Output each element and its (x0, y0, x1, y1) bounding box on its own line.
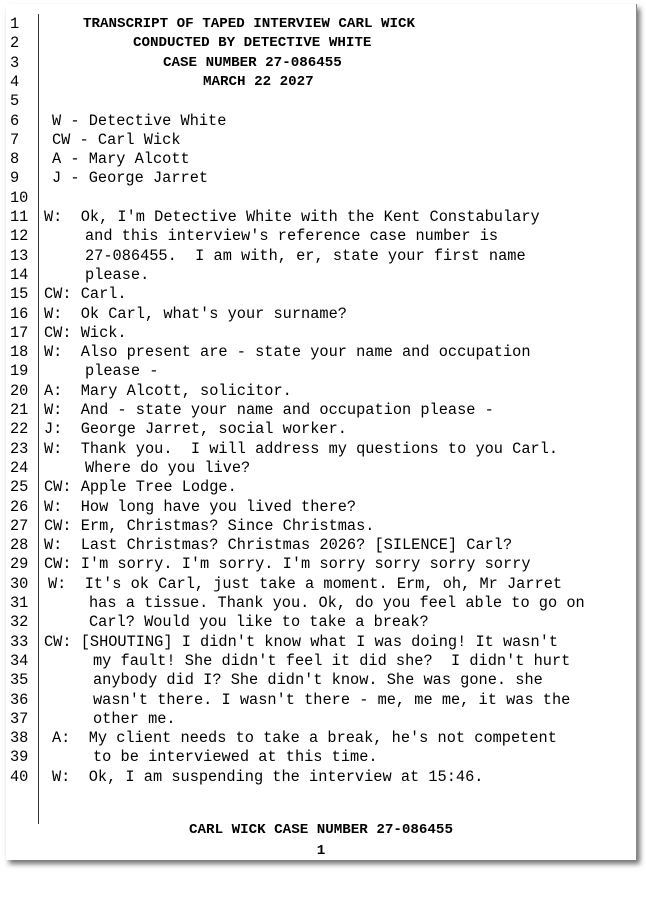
line-number: 19 (10, 362, 29, 381)
transcript-line (6, 440, 636, 459)
line-text: wasn't there. I wasn't there - me, me me, it was the (93, 690, 571, 709)
transcript-line (6, 266, 636, 285)
transcript-line (6, 729, 636, 748)
transcript-line (6, 710, 636, 729)
transcript-line (6, 34, 636, 53)
line-text: please - (85, 362, 159, 381)
line-text: W - Detective White (52, 111, 227, 130)
transcript-line (6, 498, 636, 517)
transcript-line (6, 131, 636, 150)
line-number: 16 (10, 304, 29, 323)
transcript-line (6, 305, 636, 324)
header-text: MARCH 22 2027 (203, 73, 314, 90)
transcript-line (6, 189, 636, 208)
line-number: 34 (10, 651, 29, 670)
transcript-line (6, 517, 636, 536)
transcript-line (6, 362, 636, 381)
header-text: CASE NUMBER 27-086455 (163, 54, 342, 71)
transcript-line (6, 633, 636, 652)
line-number: 15 (10, 285, 29, 304)
line-text: CW: Erm, Christmas? Since Christmas. (44, 516, 375, 535)
line-number: 36 (10, 690, 29, 709)
line-number: 14 (10, 265, 29, 284)
transcript-line (6, 575, 636, 594)
transcript-line (6, 169, 636, 188)
transcript-line (6, 420, 636, 439)
line-text: has a tissue. Thank you. Ok, do you feel able to go on (89, 594, 585, 612)
line-text: other me. (93, 709, 176, 728)
line-number: 5 (10, 92, 20, 111)
header-text: TRANSCRIPT OF TAPED INTERVIEW CARL WICK (83, 16, 416, 32)
line-text: W: Also present are - state your name and occupation (44, 343, 531, 362)
line-number: 17 (10, 323, 29, 342)
line-number: 30 (10, 574, 29, 593)
line-text: CW: Apple Tree Lodge. (44, 478, 237, 497)
transcript-line (6, 382, 636, 401)
line-number: 6 (10, 111, 20, 130)
line-text: A: Mary Alcott, solicitor. (44, 381, 292, 400)
line-number: 35 (10, 671, 29, 690)
transcript-line (6, 478, 636, 497)
line-number: 24 (10, 458, 29, 477)
line-number: 1 (10, 15, 20, 33)
transcript-line (6, 208, 636, 227)
line-number: 23 (10, 439, 29, 458)
line-text: W: Ok Carl, what's your surname? (44, 304, 347, 323)
line-number: 27 (10, 516, 29, 535)
transcript-line (6, 401, 636, 420)
line-text: to be interviewed at this time. (93, 748, 378, 767)
line-text: Carl? Would you like to take a break? (89, 613, 429, 632)
line-number: 39 (10, 748, 29, 767)
line-text: please. (85, 265, 150, 284)
line-text: CW: Wick. (44, 323, 127, 342)
line-number: 40 (10, 767, 29, 786)
line-number: 20 (10, 381, 29, 400)
transcript-line (6, 54, 636, 73)
transcript-line (6, 594, 636, 613)
line-number: 18 (10, 343, 29, 362)
line-text: CW: I'm sorry. I'm sorry. I'm sorry sorry sorry sorry (44, 555, 531, 574)
transcript-line (6, 15, 636, 34)
transcript-line (6, 285, 636, 304)
line-text: anybody did I? She didn't know. She was gone. she (93, 671, 543, 690)
footer-page-number: 1 (316, 843, 326, 859)
line-text: my fault! She didn't feel it did she? I didn't hurt (93, 651, 571, 670)
line-text: W: Thank you. I will address my questions to you Carl. (44, 439, 559, 458)
line-number: 13 (10, 246, 29, 265)
transcript-line (6, 73, 636, 92)
line-number: 29 (10, 555, 29, 574)
line-number: 25 (10, 478, 29, 497)
line-text: A - Mary Alcott (52, 150, 190, 169)
transcript-line (6, 150, 636, 169)
line-text: A: My client needs to take a break, he's not competent (52, 729, 557, 748)
transcript-line (6, 671, 636, 690)
line-text: W: Ok, I'm Detective White with the Kent Constabulary (44, 208, 540, 226)
transcript-line (6, 536, 636, 555)
line-number: 4 (10, 72, 20, 91)
transcript-line (6, 112, 636, 131)
line-number: 32 (10, 613, 29, 632)
line-text: CW: [SHOUTING] I didn't know what I was doing! It wasn't (44, 632, 559, 651)
line-text: W: It's ok Carl, just take a moment. Erm, oh, Mr Jarret (48, 574, 563, 593)
transcript-line (6, 768, 636, 787)
line-text: CW - Carl Wick (52, 130, 181, 149)
transcript-line (6, 343, 636, 362)
transcript-line (6, 247, 636, 266)
footer-case-line: CARL WICK CASE NUMBER 27-086455 (189, 822, 453, 838)
line-number: 22 (10, 420, 29, 439)
line-text: CW: Carl. (44, 285, 127, 304)
transcript-line (6, 555, 636, 574)
line-number: 7 (10, 130, 20, 149)
transcript-line (6, 227, 636, 246)
line-number: 21 (10, 401, 29, 419)
line-text: W: Last Christmas? Christmas 2026? [SILENCE] Carl? (44, 536, 513, 555)
line-number: 3 (10, 53, 20, 72)
line-text: J: George Jarret, social worker. (44, 420, 347, 439)
transcript-page (6, 4, 637, 860)
header-text: CONDUCTED BY DETECTIVE WHITE (133, 35, 372, 52)
line-number: 2 (10, 34, 20, 53)
line-number: 31 (10, 594, 29, 612)
transcript-line (6, 459, 636, 478)
line-number: 37 (10, 709, 29, 728)
transcript-line (6, 324, 636, 343)
transcript-line (6, 92, 636, 111)
line-text: J - George Jarret (52, 169, 209, 188)
line-number: 12 (10, 227, 29, 246)
transcript-line (6, 691, 636, 710)
line-number: 33 (10, 632, 29, 651)
transcript-line (6, 748, 636, 767)
transcript-line (6, 613, 636, 632)
line-text: W: How long have you lived there? (44, 497, 357, 516)
line-text: 27-086455. I am with, er, state your first name (85, 246, 526, 265)
line-number: 8 (10, 150, 20, 169)
line-number: 38 (10, 729, 29, 748)
line-text: W: Ok, I am suspending the interview at 15:46. (52, 767, 484, 786)
line-text: and this interview's reference case number is (85, 227, 499, 246)
line-text: W: And - state your name and occupation please - (44, 401, 494, 419)
line-number: 10 (10, 188, 29, 207)
line-number: 28 (10, 536, 29, 555)
line-number: 26 (10, 497, 29, 516)
line-text: Where do you live? (85, 458, 251, 477)
transcript-line (6, 652, 636, 671)
line-number: 11 (10, 208, 29, 226)
line-number: 9 (10, 169, 20, 188)
